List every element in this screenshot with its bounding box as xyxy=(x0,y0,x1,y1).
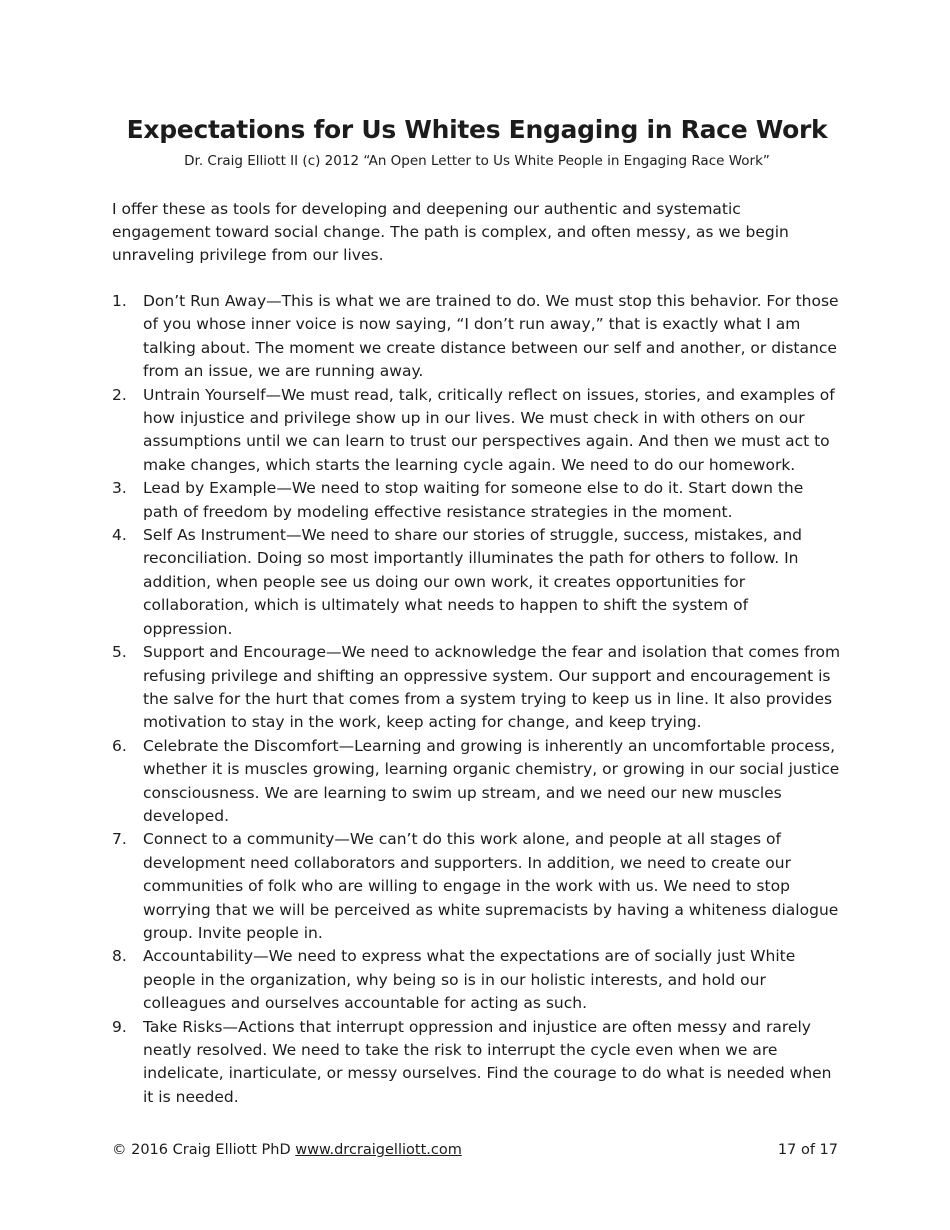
list-item xyxy=(112,524,842,641)
list-item-text: Celebrate the Discomfort—Learning and growing is inherently an uncomfortable process, whether it is muscles growing, learning organic chemistry, or growing in our social justice consciousness. We are learning to swim up stream, and we need our new muscles developed. xyxy=(143,736,840,825)
list-item xyxy=(112,828,842,945)
list-item-number: 8. xyxy=(112,947,127,966)
list-item-text: Support and Encourage—We need to acknowledge the fear and isolation that comes from refusing privilege and shifting an oppressive system. Our support and encouragement is the salve for the hurt that comes from a system trying to keep us in line. It also provides motivation to stay in the work, keep acting for change, and keep trying. xyxy=(143,643,841,732)
list-item-number: 3. xyxy=(112,479,127,498)
list-item xyxy=(112,477,842,524)
list-item-text: Lead by Example—We need to stop waiting for someone else to do it. Start down the path of freedom by modeling effective resistance strategies in the moment. xyxy=(143,479,804,521)
list-item-number: 5. xyxy=(112,643,127,662)
list-item-number: 4. xyxy=(112,526,127,545)
list-item-number: 9. xyxy=(112,1017,127,1036)
list-item-number: 1. xyxy=(112,292,127,310)
list-item-text: Accountability—We need to express what the expectations are of socially just White people in the organization, why being so is in our holistic interests, and hold our colleagues and ourselves accountable for acting as such. xyxy=(143,947,796,1013)
list-item xyxy=(112,945,842,1015)
list-item xyxy=(112,1016,842,1110)
list-item-number: 6. xyxy=(112,736,127,755)
website-link[interactable]: www.drcraigelliott.com xyxy=(295,1142,462,1158)
list-item-text: Untrain Yourself—We must read, talk, critically reflect on issues, stories, and examples of how injustice and privilege show up in our lives. We must check in with others on our assumptions until we can learn to trust our perspectives again. And then we must act to make changes, which starts the learning cycle again. We need to do our homework. xyxy=(143,385,835,474)
document-subtitle: Dr. Craig Elliott II (c) 2012 “An Open Letter to Us White People in Engaging Race Work” xyxy=(184,153,770,169)
document-page xyxy=(112,110,842,1109)
list-item-text: Connect to a community—We can’t do this work alone, and people at all stages of development need collaborators and supporters. In addition, we need to create our communities of folk who are willing to engage in the work with us. We need to stop worrying that we will be perceived as white supremacists by having a whiteness dialogue group. Invite people in. xyxy=(143,830,839,942)
page-number: 17 of 17 xyxy=(777,1142,838,1158)
list-item-number: 7. xyxy=(112,830,127,849)
list-item xyxy=(112,641,842,735)
expectations-list xyxy=(112,290,842,1109)
document-title: Expectations for Us Whites Engaging in Race Work xyxy=(126,115,828,144)
list-item-text: Don’t Run Away—This is what we are trained to do. We must stop this behavior. For those of you whose inner voice is now saying, “I don’t run away,” that is exactly what I am talking about. The moment we create distance between our self and another, or distance from an issue, we are running away. xyxy=(143,292,839,381)
list-item-text: Take Risks—Actions that interrupt oppression and injustice are often messy and rarely neatly resolved. We need to take the risk to interrupt the cycle even when we are indelicate, inarticulate, or messy ourselves. Find the courage to do what is needed when it is needed. xyxy=(143,1017,832,1106)
list-item-number: 2. xyxy=(112,385,127,404)
list-item-text: Self As Instrument—We need to share our stories of struggle, success, mistakes, and reconciliation. Doing so most importantly illuminates the path for others to follow. In addition, when people see us doing our own work, it creates opportunities for collaboration, which is ultimately what needs to happen to shift the system of oppression. xyxy=(143,526,803,638)
list-item xyxy=(112,290,842,384)
list-item xyxy=(112,735,842,829)
list-item xyxy=(112,384,842,478)
footer-credit xyxy=(112,1140,462,1160)
footer-copyright: © 2016 Craig Elliott PhD xyxy=(112,1142,291,1158)
intro-paragraph: I offer these as tools for developing and deepening our authentic and systematic engagement toward social change. The path is complex, and often messy, as we begin unraveling privilege from our lives. xyxy=(112,200,789,264)
